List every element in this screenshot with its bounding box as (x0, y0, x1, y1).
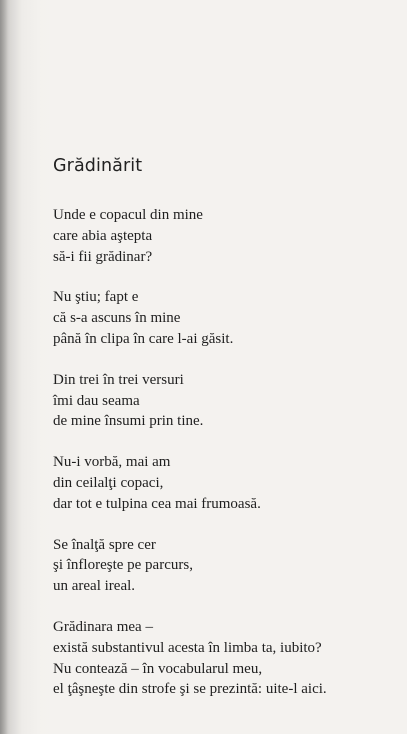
poem-line: că s-a ascuns în mine (53, 310, 181, 327)
poem-line: există substantivul acesta în limba ta, iubito? (53, 639, 322, 656)
poem-line: Unde e copacul din mine (53, 207, 203, 223)
stanza-2 (53, 287, 393, 349)
poem-line: de mine însumi prin tine. (53, 413, 204, 430)
poem-title: Grădinărit (53, 156, 143, 176)
stanza-1 (53, 205, 393, 267)
poem-line: Se înalţă spre cer (53, 536, 156, 553)
poem-line: Nu-i vorbă, mai am (53, 454, 171, 471)
stanza-5 (53, 535, 393, 597)
poem-line: un areal ireal. (53, 578, 136, 595)
stanza-6 (53, 617, 393, 700)
poem-line: Nu contează – în vocabularul meu, (53, 660, 263, 677)
poem-line: el ţâşneşte din strofe şi se prezintă: uite-l aici. (53, 681, 327, 698)
poem-line: din ceilalţi copaci, (53, 474, 164, 491)
spine-shadow (0, 0, 8, 734)
poem-line: să-i fii grădinar? (53, 248, 153, 265)
poem-line: îmi dau seama (53, 392, 140, 409)
poem-line: Nu ştiu; fapt e (53, 289, 139, 306)
poem-line: până în clipa în care l-ai găsit. (53, 330, 234, 347)
stanza-3 (53, 370, 393, 432)
poem-line: care abia aştepta (53, 227, 153, 244)
poem-line: Grădinara mea – (53, 618, 153, 635)
poem-line: şi înfloreşte pe parcurs, (53, 557, 193, 574)
poem-line: dar tot e tulpina cea mai frumoasă. (53, 495, 261, 512)
poem-line: Din trei în trei versuri (53, 371, 184, 388)
poem-body (53, 205, 393, 720)
stanza-4 (53, 452, 393, 514)
